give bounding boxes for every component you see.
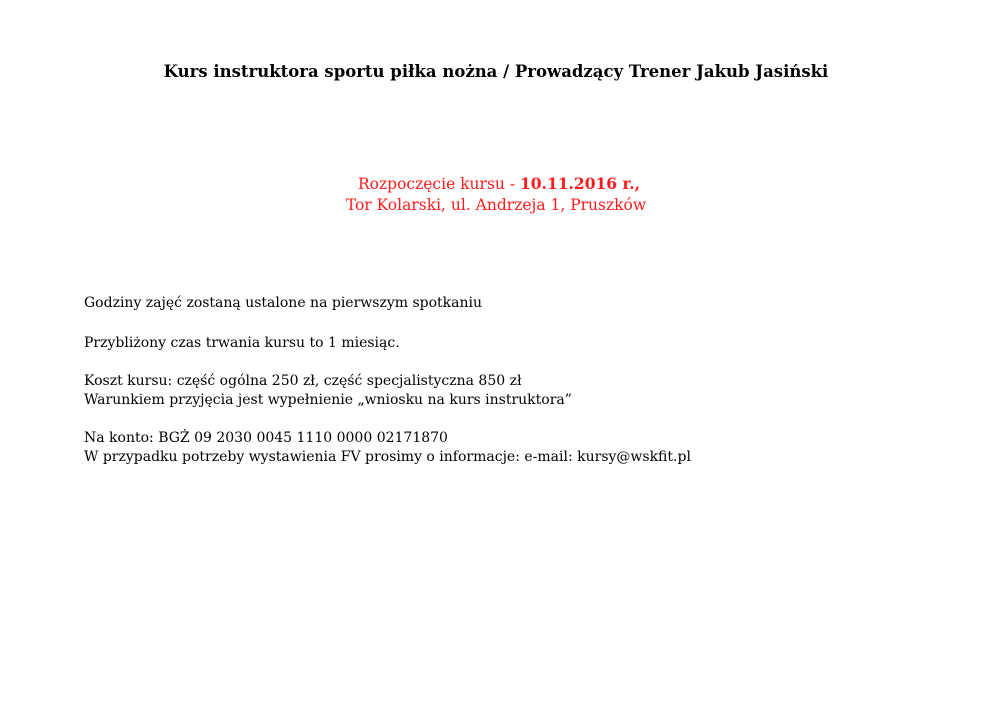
course-start-block	[0, 173, 992, 216]
document-title: Kurs instruktora sportu piłka nożna / Prowadzący Trener Jakub Jasiński	[163, 62, 829, 81]
hours-paragraph	[84, 294, 884, 313]
cost-text: Koszt kursu: część ogólna 250 zł, część specjalistyczna 850 zł	[84, 373, 522, 389]
requirement-text: Warunkiem przyjęcia jest wypełnienie „wniosku na kurs instruktora”	[84, 392, 572, 408]
invoice-text: W przypadku potrzeby wystawienia FV prosimy o informacje: e-mail: kursy@wskfit.pl	[84, 449, 691, 465]
course-location: Tor Kolarski, ul. Andrzeja 1, Pruszków	[345, 196, 647, 214]
course-start-line	[0, 173, 992, 195]
hours-text: Godziny zajęć zostaną ustalone na pierwszym spotkaniu	[84, 295, 483, 311]
duration-text: Przybliżony czas trwania kursu to 1 miesiąc.	[84, 335, 400, 351]
payment-paragraph	[84, 429, 884, 467]
duration-paragraph	[84, 334, 884, 353]
course-start-label: Rozpoczęcie kursu -	[357, 175, 520, 193]
cost-paragraph	[84, 372, 884, 410]
course-start-date: 10.11.2016 r.,	[519, 174, 640, 193]
account-text: Na konto: BGŻ 09 2030 0045 1110 0000 02171870	[84, 430, 448, 446]
